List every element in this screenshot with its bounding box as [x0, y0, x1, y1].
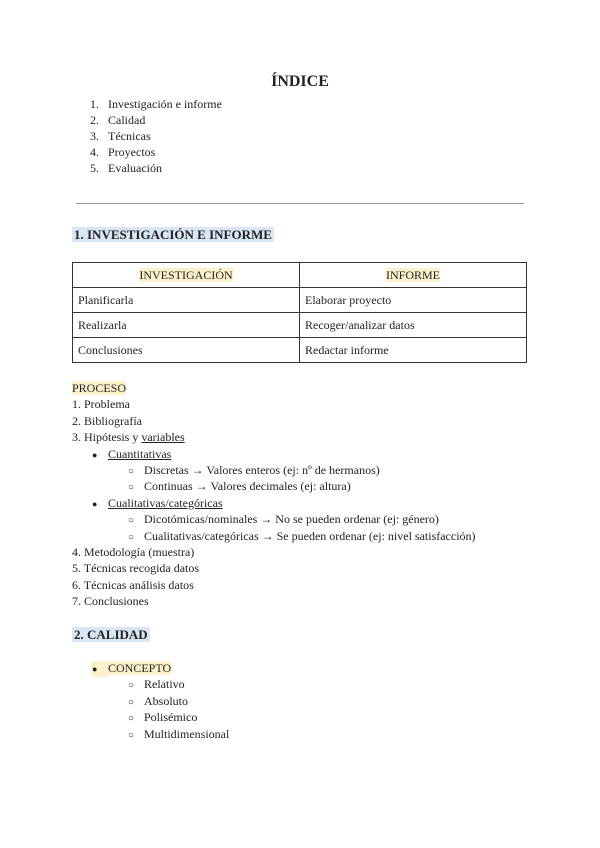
section-1-heading — [72, 227, 274, 243]
variables-underlined: variables — [141, 430, 185, 445]
toc-number: 1. — [90, 97, 99, 111]
list-item: 4. Metodología (muestra) — [72, 544, 195, 559]
list-item — [72, 478, 476, 494]
sub-item-text: Multidimensional — [144, 726, 230, 741]
table-row — [73, 288, 527, 313]
list-item — [72, 446, 476, 462]
bullet-hollow-icon: ○ — [128, 713, 135, 725]
list-item — [72, 495, 476, 511]
bullet-hollow-icon: ○ — [128, 515, 135, 527]
list-item: 2. Bibliografía — [72, 413, 142, 428]
table-cell: Recoger/analizar datos — [300, 313, 527, 338]
bullet-hollow-icon: ○ — [128, 531, 135, 543]
comparison-table — [72, 262, 527, 363]
bullet-filled-icon: ● — [92, 498, 98, 509]
list-item — [72, 528, 476, 544]
list-item — [72, 429, 476, 445]
table-header-row — [73, 263, 527, 288]
bullet-filled-icon: ● — [92, 449, 98, 460]
section-2-heading — [72, 627, 150, 643]
table-header-cell — [300, 263, 527, 288]
toc-number: 5. — [90, 161, 99, 175]
section-1-heading-text: 1. INVESTIGACIÓN E INFORME — [74, 227, 272, 242]
toc-label: Calidad — [108, 113, 146, 127]
toc-number: 2. — [90, 113, 99, 127]
cuantitativas-label: Cuantitativas — [108, 446, 172, 461]
bullet-hollow-icon: ○ — [128, 729, 135, 741]
toc-item — [90, 128, 222, 144]
bullet-hollow-icon: ○ — [128, 680, 135, 692]
sub-item-text: Relativo — [144, 677, 185, 692]
list-item: 5. Técnicas recogida datos — [72, 561, 200, 576]
sub-item-text: Dicotómicas/nominales → No se pueden ordenar (ej: género) — [144, 512, 439, 527]
list-item — [72, 726, 229, 742]
concepto-label: CONCEPTO — [108, 661, 172, 675]
proceso-label-row — [72, 380, 476, 396]
list-item: 6. Técnicas análisis datos — [72, 577, 194, 592]
bullet-filled-icon: ● — [92, 661, 108, 677]
list-item — [72, 676, 229, 692]
bullet-hollow-icon: ○ — [128, 696, 135, 708]
header-informe: INFORME — [385, 267, 440, 282]
list-item — [72, 709, 229, 725]
step-3-prefix: 3. Hipótesis y — [72, 430, 142, 445]
toc-item — [90, 144, 222, 160]
table-of-contents — [90, 96, 222, 176]
toc-label: Técnicas — [108, 129, 151, 143]
toc-label: Proyectos — [108, 145, 156, 159]
table-row — [73, 313, 527, 338]
toc-label: Evaluación — [108, 161, 162, 175]
sub-item-text: Continuas → Valores decimales (ej: altura) — [144, 479, 351, 494]
list-item — [72, 660, 229, 676]
toc-number: 3. — [90, 129, 99, 143]
page-title: ÍNDICE — [271, 73, 329, 90]
toc-label: Investigación e informe — [108, 97, 222, 111]
list-item — [72, 693, 229, 709]
table-header-cell — [73, 263, 300, 288]
list-item — [72, 462, 476, 478]
sub-item-text: Discretas → Valores enteros (ej: nº de hermanos) — [144, 462, 380, 477]
table-cell: Conclusiones — [73, 338, 300, 363]
list-item: 7. Conclusiones — [72, 594, 149, 609]
toc-item — [90, 160, 222, 176]
proceso-block — [72, 380, 476, 609]
table-cell: Realizarla — [73, 313, 300, 338]
sub-item-text: Cualitativas/categóricas → Se pueden ordenar (ej: nivel satisfacción) — [144, 528, 476, 543]
calidad-block — [72, 660, 229, 742]
bullet-hollow-icon: ○ — [128, 482, 135, 494]
proceso-label: PROCESO — [72, 381, 127, 395]
horizontal-divider — [76, 203, 524, 204]
toc-item — [90, 96, 222, 112]
toc-number: 4. — [90, 145, 99, 159]
sub-item-text: Absoluto — [144, 693, 189, 708]
header-investigacion: INVESTIGACIÓN — [139, 267, 233, 282]
bullet-hollow-icon: ○ — [128, 465, 135, 477]
list-item — [72, 511, 476, 527]
table-cell: Planificarla — [73, 288, 300, 313]
table-cell: Redactar informe — [300, 338, 527, 363]
section-2-heading-text: 2. CALIDAD — [74, 627, 148, 642]
sub-item-text: Polisémico — [144, 710, 198, 725]
list-item: 1. Problema — [72, 397, 130, 412]
toc-item — [90, 112, 222, 128]
cualitativas-label: Cualitativas/categóricas — [108, 495, 223, 510]
table-cell: Elaborar proyecto — [300, 288, 527, 313]
table-row — [73, 338, 527, 363]
